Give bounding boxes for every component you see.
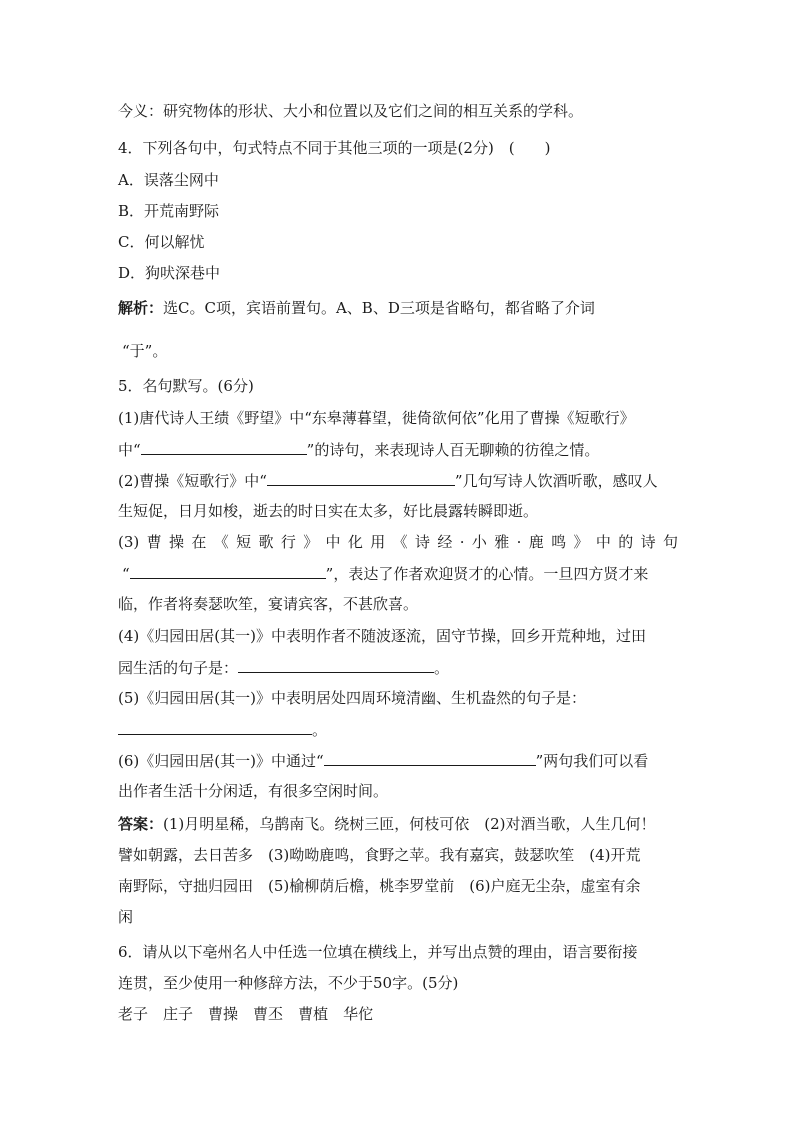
q5-item3-line1: (3)曹操在《短歌行》中化用《诗经·小雅·鹿鸣》中的诗句 [118, 533, 678, 551]
q6-stem-line2: 连贯，至少使用一种修辞方法，不少于50字。(5分) [118, 974, 459, 992]
q5-item4-line1: (4)《归园田居(其一)》中表明作者不随波逐流，固守节操，回乡开荒种地，过田 [118, 627, 646, 645]
q5-item5-line1: (5)《归园田居(其一)》中表明居处四周环境清幽、生机盎然的句子是： [118, 689, 586, 707]
item6-pre: (6)《归园田居(其一)》中通过“ [118, 752, 324, 770]
q4-option-a: A．误落尘网中 [118, 171, 219, 189]
answer-blank-4[interactable] [238, 657, 434, 673]
item4-pre: 园生活的句子是： [118, 659, 239, 677]
answer-line3: 南野际，守拙归园田 (5)榆柳荫后檐，桃李罗堂前 (6)户庭无尘杂，虚室有余 [118, 877, 641, 895]
name-laozi: 老子 [118, 1005, 149, 1023]
item5-post: 。 [312, 721, 328, 739]
q5-item3-line2 [122, 563, 682, 584]
q5-item3-line3: 临，作者将奏瑟吹笙，宴请宾客，不甚欣喜。 [118, 595, 419, 613]
item6-post: ”两句我们可以看 [535, 752, 649, 770]
answer-blank-2[interactable] [267, 470, 455, 486]
q4-option-d: D．狗吠深巷中 [118, 264, 221, 282]
item1-pre: 中“ [118, 441, 141, 459]
item2-pre: (2)曹操《短歌行》中“ [118, 472, 267, 490]
answer-blank-6[interactable] [324, 750, 536, 766]
item4-post: 。 [434, 659, 450, 677]
item2-post: ”几句写诗人饮酒听歌，感叹人 [454, 472, 658, 490]
q5-item1-line2 [118, 439, 678, 460]
q5-item2-line1 [118, 470, 678, 491]
item3-pre: “ [122, 565, 130, 583]
answer-blank-1[interactable] [141, 439, 307, 455]
q6-name-list [118, 1004, 678, 1024]
q5-stem: 5．名句默写。(6分) [118, 377, 254, 395]
name-zhuangzi: 庄子 [163, 1005, 194, 1023]
q4-stem: 4．下列各句中，句式特点不同于其他三项的一项是(2分) ( ) [118, 139, 551, 157]
answer-line2: 譬如朝露，去日苦多 (3)呦呦鹿鸣，食野之苹。我有嘉宾，鼓瑟吹笙 (4)开荒 [118, 846, 641, 864]
name-huatuo: 华佗 [343, 1005, 374, 1023]
q5-item6-line2: 出作者生活十分闲适，有很多空闲时间。 [118, 782, 389, 800]
answer-text-1: (1)月明星稀，乌鹊南飞。绕树三匝，何枝可依 (2)对酒当歌，人生几何！ [163, 815, 656, 833]
q4-analysis-line1 [118, 298, 678, 318]
q4-option-c: C．何以解忧 [118, 233, 205, 251]
analysis-label: 解析： [118, 299, 164, 317]
answer-line4: 闲 [118, 908, 134, 926]
q6-stem-line1: 6．请从以下亳州名人中任选一位填在横线上，并写出点赞的理由，语言要衔接 [118, 943, 638, 961]
analysis-text: 选C。C项，宾语前置句。A、B、D三项是省略句，都省略了介词 [163, 299, 595, 317]
q5-item2-line2: 生短促，日月如梭，逝去的时日实在太多，好比晨露转瞬即逝。 [118, 502, 539, 520]
name-caocao: 曹操 [208, 1005, 239, 1023]
q5-item5-line2 [118, 719, 678, 740]
q4-option-b: B．开荒南野际 [118, 202, 220, 220]
answer-line1 [118, 814, 678, 834]
q4-analysis-line2: “于”。 [122, 342, 168, 360]
item3-post: ”，表达了作者欢迎贤才的心情。一旦四方贤才来 [325, 565, 649, 583]
name-caopi: 曹丕 [253, 1005, 284, 1023]
modern-meaning-line: 今义：研究物体的形状、大小和位置以及它们之间的相互关系的学科。 [118, 102, 584, 120]
answer-label: 答案： [118, 815, 164, 833]
answer-blank-5[interactable] [118, 719, 312, 735]
q5-item1-line1: (1)唐代诗人王绩《野望》中“东皋薄暮望，徙倚欲何依”化用了曹操《短歌行》 [118, 409, 635, 427]
q5-item4-line2 [118, 657, 678, 678]
item1-post: ”的诗句，来表现诗人百无聊赖的彷徨之情。 [306, 441, 600, 459]
q5-item6-line1 [118, 750, 678, 771]
answer-blank-3[interactable] [130, 563, 326, 579]
name-caozhi: 曹植 [298, 1005, 329, 1023]
